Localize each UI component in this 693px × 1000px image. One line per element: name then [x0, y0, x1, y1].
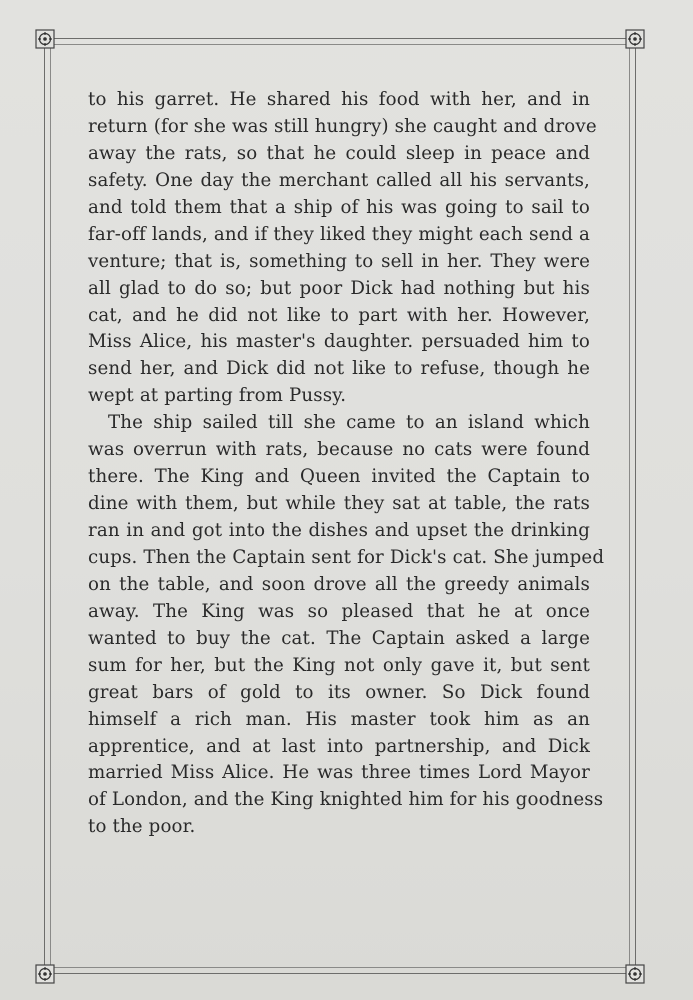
text-line: married Miss Alice. He was three times Lord Mayor [88, 762, 590, 784]
text-line: great bars of gold to its owner. So Dick found [88, 681, 590, 703]
text-line: and told them that a ship of his was going to sail to [88, 196, 590, 218]
text-line: cups. Then the Captain sent for Dick's cat. She jumped [88, 546, 605, 568]
text-line: there. The King and Queen invited the Captain to [88, 466, 590, 488]
text-line: Miss Alice, his master's daughter. persuaded him to [88, 331, 590, 353]
paragraph-end-line: wept at parting from Pussy. [88, 385, 347, 407]
text-line: send her, and Dick did not like to refuse, though he [88, 358, 590, 380]
text-line: himself a rich man. His master took him as an [88, 708, 590, 730]
text-line: return (for she was still hungry) she caught and drove [88, 115, 597, 137]
text-line: of London, and the King knighted him for his goodness [88, 789, 604, 811]
text-line: away. The King was so pleased that he at once [88, 600, 590, 622]
text-line: dine with them, but while they sat at table, the rats [88, 493, 590, 515]
text-line: all glad to do so; but poor Dick had nothing but his [88, 277, 590, 299]
text-line: safety. One day the merchant called all his servants, [88, 169, 590, 191]
paragraph-end-line: to the poor. [88, 816, 196, 838]
text-line: away the rats, so that he could sleep in peace and [88, 142, 590, 164]
text-line: cat, and he did not like to part with her. However, [88, 304, 590, 326]
text-line: wanted to buy the cat. The Captain asked a large [88, 627, 590, 649]
corner-rosette-icon [34, 963, 56, 985]
text-line: venture; that is, something to sell in her. They were [88, 250, 590, 272]
corner-rosette-icon [624, 28, 646, 50]
text-line: was overrun with rats, because no cats were found [88, 439, 590, 461]
corner-rosette-icon [34, 28, 56, 50]
text-line: sum for her, but the King not only gave it, but sent [88, 654, 590, 676]
text-line: on the table, and soon drove all the greedy animals [88, 573, 590, 595]
text-line: apprentice, and at last into partnership, and Dick [88, 735, 590, 757]
story-text [88, 87, 605, 841]
corner-rosette-icon [624, 963, 646, 985]
text-line: ran in and got into the dishes and upset the drinking [88, 520, 590, 541]
text-line: far-off lands, and if they liked they might each send a [88, 223, 590, 245]
text-line: to his garret. He shared his food with her, and in [88, 89, 590, 110]
paragraph-start-line: The ship sailed till she came to an island which [108, 412, 590, 434]
